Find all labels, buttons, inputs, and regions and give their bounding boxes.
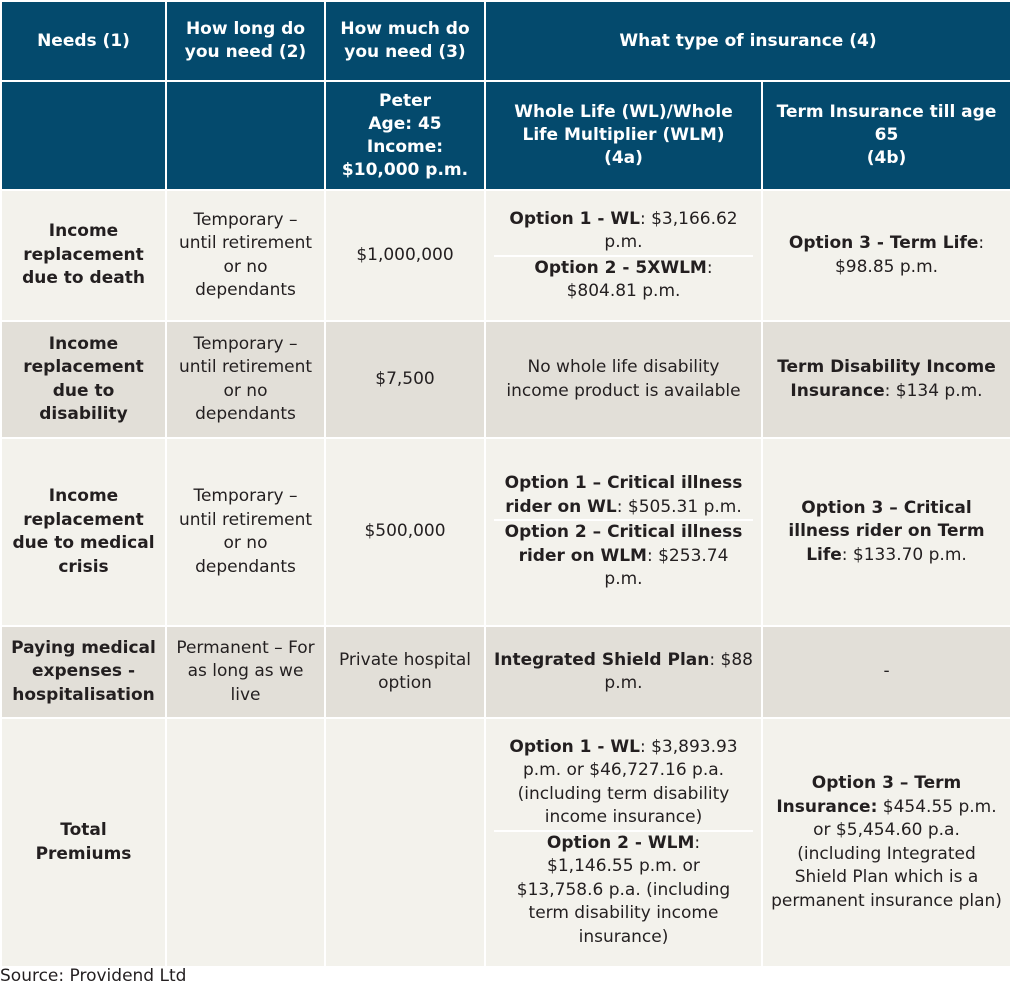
how-much-death: $1,000,000 (325, 190, 485, 321)
death-term-value: : $98.85 p.m. (834, 233, 985, 277)
how-long-death: Temporary – until retirement or no dependants (166, 190, 325, 321)
death-opt1-value: : $3,166.62 p.m. (604, 208, 738, 252)
how-long-total (166, 718, 325, 967)
header-term (762, 81, 1010, 190)
total-term-value: $454.55 p.m. or $5,454.60 p.a. (including Integrated Shield Plan which is a permanent insurance plan) (771, 796, 1002, 911)
total-option-1 (494, 736, 753, 830)
hospital-wl-value: : $88 p.m. (604, 649, 753, 693)
header-blank-1 (1, 81, 166, 190)
header-how-long: How long do you need (2) (166, 1, 325, 81)
hospital-wl-label: Integrated Shield Plan (494, 649, 710, 670)
total-opt1-value: : $3,893.93 p.m. or $46,727.16 p.a. (including term disability income insurance) (517, 736, 738, 828)
medical-opt2-label: Option 2 – Critical illness rider on WLM (504, 522, 743, 566)
how-much-disability: $7,500 (325, 321, 485, 438)
need-medical: Income replacement due to medical crisis (1, 438, 166, 626)
wl-type: Whole Life (WL)/Whole Life Multiplier (WLM) (514, 102, 733, 145)
how-much-medical: $500,000 (325, 438, 485, 626)
term-type: Term Insurance till age 65 (776, 102, 997, 145)
term-disability (762, 321, 1010, 438)
header-row-2 (1, 81, 1010, 190)
how-long-medical: Temporary – until retirement or no dependants (166, 438, 325, 626)
header-what-type: What type of insurance (4) (485, 1, 1010, 81)
need-hospital: Paying medical expenses - hospitalisation (1, 626, 166, 718)
death-opt2-label: Option 2 - 5XWLM (534, 257, 707, 278)
row-disability (1, 321, 1010, 438)
header-needs: Needs (1) (1, 1, 166, 81)
death-option-1 (494, 208, 753, 255)
row-medical (1, 438, 1010, 626)
peter-income: $10,000 p.m. (341, 159, 469, 180)
need-death: Income replacement due to death (1, 190, 166, 321)
disability-term-label: Term Disability Income Insurance (777, 357, 996, 401)
wl-medical (485, 438, 762, 626)
peter-income-label: Income: (366, 136, 444, 157)
how-long-disability: Temporary – until retirement or no dependants (166, 321, 325, 438)
term-medical (762, 438, 1010, 626)
medical-term-value: : $133.70 p.m. (841, 544, 967, 565)
medical-term-label: Option 3 – Critical illness rider on Term Life (788, 497, 985, 565)
header-peter (325, 81, 485, 190)
medical-opt1-label: Option 1 – Critical illness rider on WL (504, 473, 743, 517)
wl-death (485, 190, 762, 321)
wl-total (485, 718, 762, 967)
total-term-label: Option 3 – Term Insurance: (776, 773, 962, 817)
total-opt1-label: Option 1 - WL (509, 736, 640, 757)
death-opt2-value: : $804.81 p.m. (566, 257, 713, 301)
header-row-1 (1, 1, 1010, 81)
header-wl (485, 81, 762, 190)
total-option-2 (494, 830, 753, 950)
how-much-hospital: Private hospital option (325, 626, 485, 718)
total-opt2-label: Option 2 - WLM (546, 832, 695, 853)
medical-opt2-value: : $253.74 p.m. (604, 545, 729, 590)
need-total: Total Premiums (1, 718, 166, 967)
header-how-much: How much do you need (3) (325, 1, 485, 81)
total-opt2-value: : $1,146.55 p.m. or $13,758.6 p.a. (including term disability income insurance) (516, 832, 731, 947)
term-death (762, 190, 1010, 321)
medical-opt1-value: : $505.31 p.m. (616, 496, 742, 517)
peter-age: Age: 45 (368, 113, 442, 134)
peter-name: Peter (378, 90, 432, 111)
row-total (1, 718, 1010, 967)
source-note: Source: Providend Ltd (0, 966, 187, 986)
how-much-total (325, 718, 485, 967)
header-blank-2 (166, 81, 325, 190)
wl-disability: No whole life disability income product is available (485, 321, 762, 438)
term-total (762, 718, 1010, 967)
how-long-hospital: Permanent – For as long as we live (166, 626, 325, 718)
death-option-2 (494, 255, 753, 304)
death-term-label: Option 3 - Term Life (788, 233, 979, 253)
death-opt1-label: Option 1 - WL (509, 208, 640, 229)
row-death (1, 190, 1010, 321)
need-disability: Income replacement due to disability (1, 321, 166, 438)
disability-term-value: : $134 p.m. (884, 380, 983, 401)
wl-code: (4a) (604, 148, 643, 168)
term-code: (4b) (866, 148, 907, 168)
term-hospital: - (762, 626, 1010, 718)
wl-hospital (485, 626, 762, 718)
medical-option-1 (494, 472, 753, 519)
medical-option-2 (494, 519, 753, 592)
row-hospital (1, 626, 1010, 718)
